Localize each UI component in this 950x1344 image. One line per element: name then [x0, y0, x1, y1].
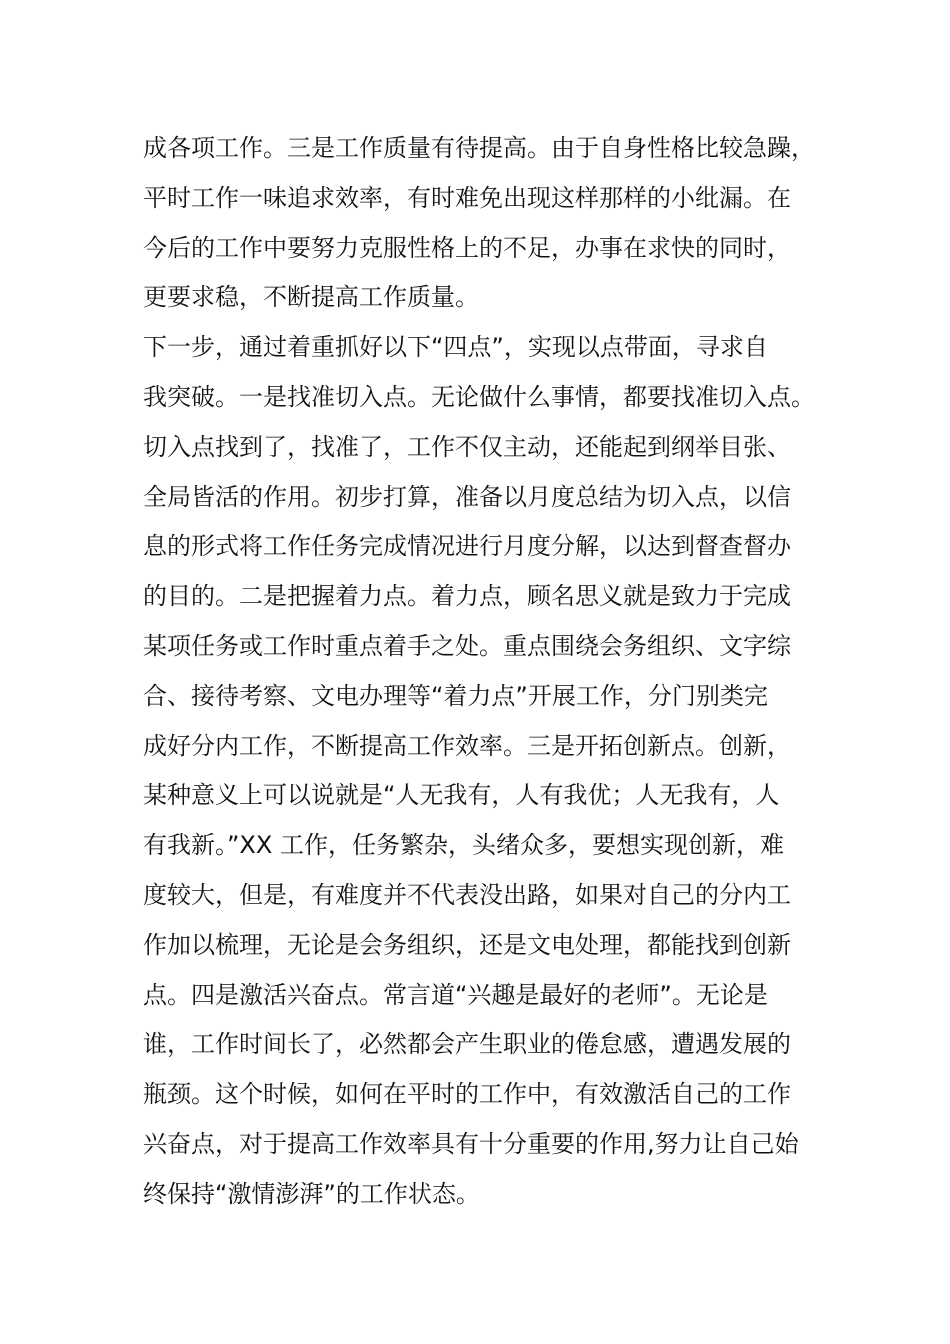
text-line: 作加以梳理，无论是会务组织，还是文电处理，都能找到创新: [143, 930, 791, 959]
text-line: 谁，工作时间长了，必然都会产生职业的倦怠感，遭遇发展的: [143, 1030, 791, 1059]
text-line: 更要求稳，不断提高工作质量。: [143, 283, 479, 312]
text-line: 切入点找到了，找准了，工作不仅主动，还能起到纲举目张、: [143, 432, 791, 461]
text-line: 成各项工作。三是工作质量有待提高。由于自身性格比较急躁，: [143, 134, 815, 162]
text-line: 瓶颈。这个时候，如何在平时的工作中，有效激活自己的工作: [143, 1080, 791, 1109]
text-line: 某项任务或工作时重点着手之处。重点围绕会务组织、文字综: [143, 631, 791, 660]
body-text: [143, 124, 843, 1220]
text-line: 平时工作一味追求效率，有时难免出现这样那样的小纰漏。在: [143, 183, 791, 212]
text-line: 的目的。二是把握着力点。着力点，顾名思义就是致力于完成: [143, 582, 791, 611]
text-line: 某种意义上可以说就是“人无我有，人有我优；人无我有，人: [143, 781, 780, 810]
text-line: 我突破。一是找准切入点。无论做什么事情，都要找准切入点。: [143, 382, 815, 411]
text-line: 下一步，通过着重抓好以下“四点”，实现以点带面，寻求自: [143, 333, 768, 362]
text-line: 点。四是激活兴奋点。常言道“兴趣是最好的老师”。无论是: [143, 980, 768, 1009]
text-line: 终保持“激情澎湃”的工作状态。: [143, 1179, 480, 1208]
text-line: 今后的工作中要努力克服性格上的不足，办事在求快的同时，: [143, 233, 791, 262]
text-line: 有我新。”XX 工作，任务繁杂，头绪众多，要想实现创新，难: [143, 831, 784, 860]
text-line: 息的形式将工作任务完成情况进行月度分解，以达到督查督办: [143, 532, 791, 561]
text-line: 成好分内工作，不断提高工作效率。三是开拓创新点。创新，: [143, 731, 791, 760]
text-line: 度较大，但是，有难度并不代表没出路，如果对自己的分内工: [143, 880, 791, 909]
text-line: 兴奋点，对于提高工作效率具有十分重要的作用,努力让自己始: [143, 1129, 799, 1158]
text-line: 合、接待考察、文电办理等“着力点”开展工作，分门别类完: [143, 681, 768, 710]
text-line: 全局皆活的作用。初步打算，准备以月度总结为切入点，以信: [143, 482, 791, 511]
